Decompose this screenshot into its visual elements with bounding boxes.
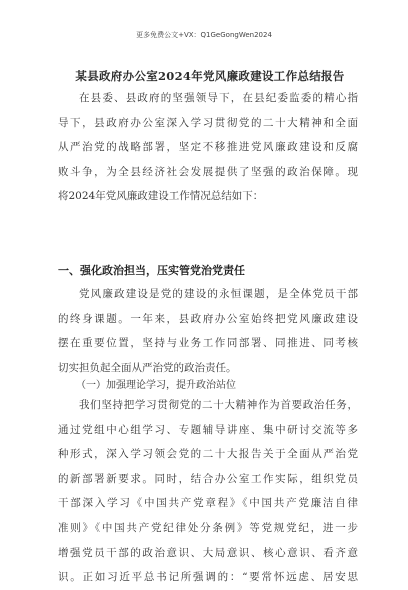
paragraph-line: 准则》《中国共产党纪律处分条例》等党规党纪，进一步 (58, 521, 358, 534)
paragraph-line: 的新部署新要求。同时，结合办公室工作实际，组织党员 (58, 472, 358, 485)
paragraph-line: 摆在重要位置，坚持与业务工作同部署、同推进、同考核 (58, 337, 358, 350)
section-paragraph (58, 282, 358, 380)
paragraph-line: 败斗争，为全县经济社会发展提供了坚强的政治保障。现 (58, 165, 358, 178)
paragraph-line: 干部深入学习《中国共产党章程》《中国共产党廉洁自律 (58, 497, 358, 510)
paragraph-line: 切实担负起全面从严治党的政治责任。 (58, 361, 237, 374)
section-heading: 一、强化政治担当，压实管党治党责任 (58, 264, 245, 277)
paragraph-line: 识。正如习近平总书记所强调的：“要常怀远虑、居安思 (58, 571, 358, 584)
paragraph-line: 党风廉政建设是党的建设的永恒课题，是全体党员干部 (79, 288, 358, 300)
paragraph-line: 种形式，深入学习领会党的二十大报告关于全面从严治党 (58, 448, 358, 461)
document-title: 某县政府办公室2024年党风廉政建设工作总结报告 (75, 69, 345, 83)
subsection-paragraph (58, 393, 358, 590)
paragraph-line: 我们坚持把学习贯彻党的二十大精神作为首要政治任务， (79, 399, 358, 411)
paragraph-line: 通过党组中心组学习、专题辅导讲座、集中研讨交流等多 (58, 423, 358, 436)
subsection-heading: （一）加强理论学习，提升政治站位 (76, 380, 236, 391)
paragraph-line: 导下，县政府办公室深入学习贯彻党的二十大精神和全面 (58, 116, 358, 129)
header-note: 更多免费公文+VX：Q1GeGongWen2024 (136, 31, 272, 39)
paragraph-line: 增强党员干部的政治意识、大局意识、核心意识、看齐意 (58, 546, 358, 559)
paragraph-line: 在县委、县政府的坚强领导下，在县纪委监委的精心指 (79, 92, 358, 104)
paragraph-line: 的终身课题。一年来，县政府办公室始终把党风廉政建设 (58, 312, 358, 325)
paragraph-line: 从严治党的战略部署，坚定不移推进党风廉政建设和反腐 (58, 141, 358, 154)
intro-paragraph (58, 86, 358, 209)
paragraph-line: 将2024年党风廉政建设工作情况总结如下： (58, 190, 264, 203)
